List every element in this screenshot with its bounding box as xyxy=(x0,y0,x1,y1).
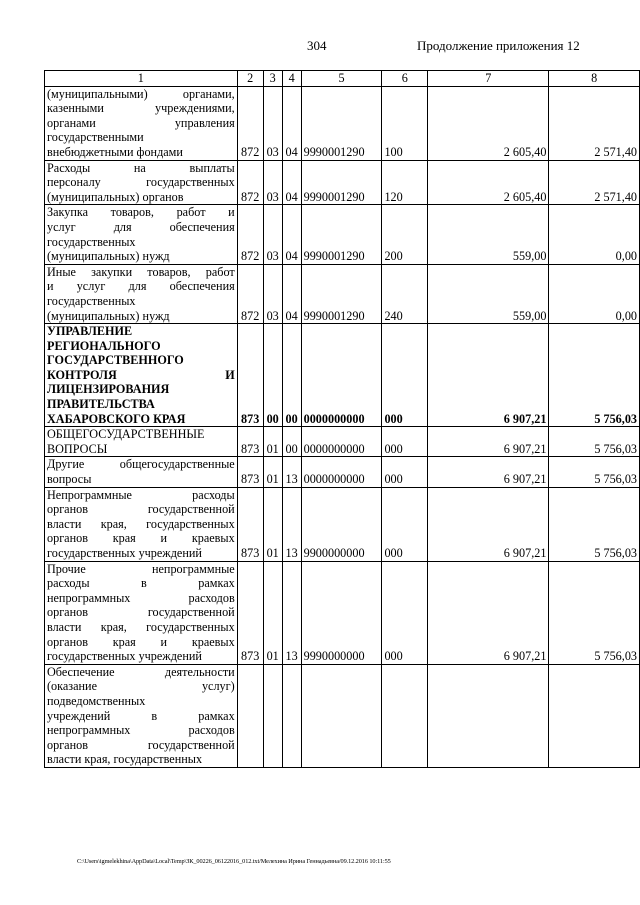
cell-c7: 6 907,21 xyxy=(428,324,549,427)
page-number: 304 xyxy=(307,38,327,53)
cell-c8 xyxy=(549,664,640,767)
description-line: (муниципальных) органов xyxy=(47,189,184,204)
cell-c2: 873 xyxy=(237,324,263,427)
cell-c3: 01 xyxy=(263,487,282,561)
description-line: вопросы xyxy=(47,472,92,487)
description-line: государственных учреждений xyxy=(47,546,202,560)
cell-c2: 872 xyxy=(237,205,263,264)
cell-c8: 5 756,03 xyxy=(549,561,640,664)
row-description xyxy=(45,457,238,487)
cell-c8: 5 756,03 xyxy=(549,487,640,561)
description-line: ХАБАРОВСКОГО КРАЯ xyxy=(47,411,186,426)
cell-c8: 5 756,03 xyxy=(549,427,640,457)
description-line: Другие общегосударственные xyxy=(47,457,235,472)
description-line: внебюджетными фондами xyxy=(47,144,183,159)
cell-c2: 873 xyxy=(237,427,263,457)
cell-c8: 5 756,03 xyxy=(549,324,640,427)
cell-c4: 04 xyxy=(282,264,301,323)
cell-c5: 9990001290 xyxy=(301,205,382,264)
row-description xyxy=(45,205,238,264)
description-line: власти края, государственных xyxy=(47,619,235,634)
table-row xyxy=(45,160,640,205)
cell-c2: 873 xyxy=(237,561,263,664)
table-row xyxy=(45,457,640,487)
column-header: 1 xyxy=(45,71,238,87)
cell-c8: 5 756,03 xyxy=(549,457,640,487)
description-line: Непрограммные расходы xyxy=(47,487,235,502)
description-line: подведомственных xyxy=(47,693,146,708)
description-line: ОБЩЕГОСУДАРСТВЕННЫЕ xyxy=(47,427,205,442)
cell-c7: 6 907,21 xyxy=(428,561,549,664)
cell-c8: 2 571,40 xyxy=(549,160,640,205)
description-line: (муниципальных) нужд xyxy=(47,308,170,323)
cell-c5: 9900000000 xyxy=(301,487,382,561)
description-line: государственных учреждений xyxy=(47,649,202,664)
cell-c3: 03 xyxy=(263,86,282,160)
description-line: (муниципальных) нужд xyxy=(47,249,170,264)
cell-c6: 000 xyxy=(382,457,428,487)
file-path-footer: C:\Users\igmelekhina\AppData\Local\Temp\ЗК_00226_06122016_012.txt/Мелехина Ирина Геннадьевна/09.12.2016 10:11:55 xyxy=(77,858,391,865)
table-row xyxy=(45,264,640,323)
cell-c5: 0000000000 xyxy=(301,457,382,487)
description-line: Прочие непрограммные xyxy=(47,561,235,576)
table-row xyxy=(45,561,640,664)
description-line: Закупка товаров, работ и xyxy=(47,205,235,220)
cell-c7: 2 605,40 xyxy=(428,86,549,160)
cell-c7: 559,00 xyxy=(428,205,549,264)
description-line: казенными учреждениями, xyxy=(47,101,235,116)
cell-c4: 13 xyxy=(282,457,301,487)
description-line: власти края, государственных xyxy=(47,516,235,531)
cell-c2 xyxy=(237,664,263,767)
row-description xyxy=(45,561,238,664)
description-line: органов государственной xyxy=(47,605,235,620)
cell-c6 xyxy=(382,664,428,767)
row-description xyxy=(45,664,238,767)
description-line: Обеспечение деятельности xyxy=(47,664,235,679)
row-description xyxy=(45,487,238,561)
description-line: органов государственной xyxy=(47,737,235,752)
table-row xyxy=(45,487,640,561)
cell-c5 xyxy=(301,664,382,767)
description-line: органов края и краевых xyxy=(47,531,235,546)
cell-c4: 13 xyxy=(282,561,301,664)
cell-c7: 2 605,40 xyxy=(428,160,549,205)
table-row xyxy=(45,205,640,264)
table-row xyxy=(45,86,640,160)
table-row xyxy=(45,324,640,427)
description-line: непрограммных расходов xyxy=(47,723,235,738)
cell-c6: 000 xyxy=(382,561,428,664)
description-line: государственных xyxy=(47,234,136,249)
description-line: и услуг для обеспечения xyxy=(47,279,235,294)
description-line: государственными xyxy=(47,130,144,145)
description-line: услуг для обеспечения xyxy=(47,219,235,234)
cell-c3: 01 xyxy=(263,457,282,487)
description-line: органами управления xyxy=(47,115,235,130)
cell-c2: 873 xyxy=(237,487,263,561)
budget-table xyxy=(44,70,640,768)
description-line: учреждений в рамках xyxy=(47,708,235,723)
cell-c5: 0000000000 xyxy=(301,427,382,457)
cell-c2: 872 xyxy=(237,160,263,205)
cell-c5: 9990001290 xyxy=(301,86,382,160)
description-line: КОНТРОЛЯ И xyxy=(47,367,235,382)
cell-c3: 03 xyxy=(263,264,282,323)
table-header-row xyxy=(45,71,640,87)
cell-c2: 872 xyxy=(237,86,263,160)
column-header: 5 xyxy=(301,71,382,87)
cell-c4: 04 xyxy=(282,160,301,205)
column-header: 3 xyxy=(263,71,282,87)
row-description xyxy=(45,264,238,323)
row-description xyxy=(45,86,238,160)
table-row xyxy=(45,427,640,457)
row-description xyxy=(45,324,238,427)
description-line: персоналу государственных xyxy=(47,175,235,190)
cell-c4 xyxy=(282,664,301,767)
cell-c6: 200 xyxy=(382,205,428,264)
description-line: (муниципальными) органами, xyxy=(47,86,235,101)
description-line: (оказание услуг) xyxy=(47,679,235,694)
cell-c4: 04 xyxy=(282,205,301,264)
description-line: Расходы на выплаты xyxy=(47,160,235,175)
row-description xyxy=(45,160,238,205)
cell-c7: 6 907,21 xyxy=(428,487,549,561)
description-line: ГОСУДАРСТВЕННОГО xyxy=(47,353,184,368)
cell-c6: 000 xyxy=(382,487,428,561)
cell-c3: 00 xyxy=(263,324,282,427)
description-line: государственных xyxy=(47,293,136,308)
cell-c5: 0000000000 xyxy=(301,324,382,427)
description-line: РЕГИОНАЛЬНОГО xyxy=(47,338,161,353)
cell-c8: 0,00 xyxy=(549,205,640,264)
cell-c6: 240 xyxy=(382,264,428,323)
description-line: органов края и краевых xyxy=(47,634,235,649)
description-line: УПРАВЛЕНИЕ xyxy=(47,324,133,339)
description-line: непрограммных расходов xyxy=(47,590,235,605)
cell-c2: 872 xyxy=(237,264,263,323)
column-header: 8 xyxy=(549,71,640,87)
cell-c3: 03 xyxy=(263,205,282,264)
cell-c6: 000 xyxy=(382,427,428,457)
description-line: ВОПРОСЫ xyxy=(47,441,108,456)
cell-c3: 03 xyxy=(263,160,282,205)
cell-c7 xyxy=(428,664,549,767)
cell-c8: 2 571,40 xyxy=(549,86,640,160)
column-header: 4 xyxy=(282,71,301,87)
cell-c6: 000 xyxy=(382,324,428,427)
cell-c4: 13 xyxy=(282,487,301,561)
description-line: власти края, государственных xyxy=(47,752,203,767)
cell-c4: 04 xyxy=(282,86,301,160)
cell-c7: 6 907,21 xyxy=(428,457,549,487)
description-line: ЛИЦЕНЗИРОВАНИЯ xyxy=(47,382,170,397)
cell-c3: 01 xyxy=(263,427,282,457)
description-line: Иные закупки товаров, работ xyxy=(47,264,235,279)
description-line: органов государственной xyxy=(47,502,235,517)
cell-c5: 9990000000 xyxy=(301,561,382,664)
cell-c3 xyxy=(263,664,282,767)
description-line: расходы в рамках xyxy=(47,576,235,591)
cell-c7: 559,00 xyxy=(428,264,549,323)
cell-c4: 00 xyxy=(282,324,301,427)
cell-c3: 01 xyxy=(263,561,282,664)
description-line: ПРАВИТЕЛЬСТВА xyxy=(47,397,155,412)
cell-c2: 873 xyxy=(237,457,263,487)
cell-c6: 120 xyxy=(382,160,428,205)
cell-c5: 9990001290 xyxy=(301,264,382,323)
appendix-note: Продолжение приложения 12 xyxy=(417,38,580,53)
row-description xyxy=(45,427,238,457)
cell-c5: 9990001290 xyxy=(301,160,382,205)
cell-c4: 00 xyxy=(282,427,301,457)
column-header: 6 xyxy=(382,71,428,87)
column-header: 2 xyxy=(237,71,263,87)
cell-c6: 100 xyxy=(382,86,428,160)
column-header: 7 xyxy=(428,71,549,87)
cell-c7: 6 907,21 xyxy=(428,427,549,457)
cell-c8: 0,00 xyxy=(549,264,640,323)
table-row xyxy=(45,664,640,767)
